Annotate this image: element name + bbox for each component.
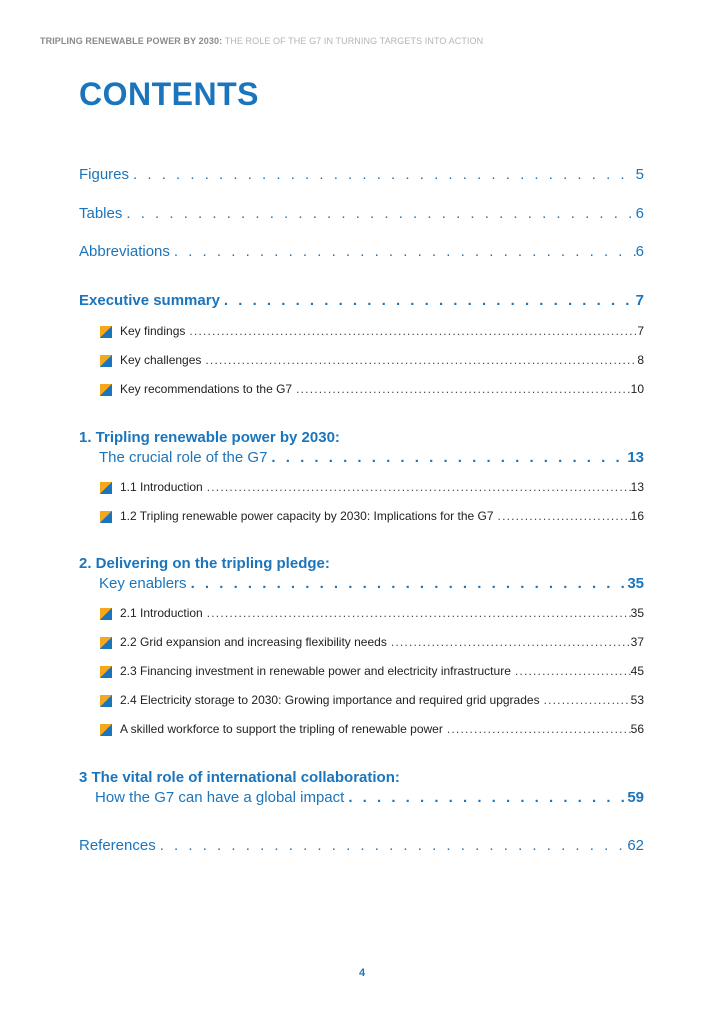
toc-page: 6 — [635, 205, 644, 222]
toc-page: 7 — [637, 324, 644, 338]
toc-page: 13 — [630, 480, 644, 494]
toc-label: The crucial role of the G7 — [99, 449, 268, 466]
toc-label: 1.2 Tripling renewable power capacity by 2030: Implications for the G7 — [120, 509, 494, 523]
leader-dots — [511, 664, 631, 678]
header-rest: THE ROLE OF THE G7 IN TURNING TARGETS INTO ACTION — [224, 36, 484, 46]
leader-dots — [267, 449, 627, 466]
toc-label: 2.3 Financing investment in renewable power and electricity infrastructure — [120, 664, 511, 678]
leader-dots — [187, 575, 628, 592]
toc-entry-abbreviations[interactable] — [79, 243, 644, 260]
leader-dots — [344, 789, 627, 806]
bullet-square-icon — [100, 511, 112, 523]
toc-entry-key-findings[interactable] — [100, 324, 644, 338]
toc-page: 6 — [635, 243, 644, 260]
toc-entry-section-2[interactable] — [99, 575, 644, 592]
toc-label: Tables — [79, 205, 123, 222]
toc-page: 56 — [630, 722, 644, 736]
toc-page: 35 — [630, 606, 644, 620]
bullet-square-icon — [100, 384, 112, 396]
leader-dots — [156, 837, 628, 854]
toc-label: Executive summary — [79, 292, 220, 309]
toc-label: Key challenges — [120, 353, 202, 367]
toc-entry-figures[interactable] — [79, 166, 644, 183]
toc-entry-2-5[interactable] — [100, 722, 644, 736]
toc-entry-2-4[interactable] — [100, 693, 644, 707]
toc-label: Key enablers — [99, 575, 187, 592]
toc-page: 16 — [630, 509, 644, 523]
toc-label: How the G7 can have a global impact — [95, 789, 345, 806]
leader-dots — [292, 382, 631, 396]
toc-page: 10 — [630, 382, 644, 396]
bullet-square-icon — [100, 724, 112, 736]
toc-entry-executive-summary[interactable] — [79, 292, 644, 309]
bullet-square-icon — [100, 326, 112, 338]
toc-entry-1-2[interactable] — [100, 509, 644, 523]
page-title: CONTENTS — [79, 76, 259, 112]
toc-label: 2.2 Grid expansion and increasing flexibility needs — [120, 635, 387, 649]
leader-dots — [220, 292, 636, 309]
running-header — [40, 36, 483, 46]
toc-label: Key findings — [120, 324, 186, 338]
toc-entry-2-2[interactable] — [100, 635, 644, 649]
section-2-heading: 2. Delivering on the tripling pledge: — [79, 555, 330, 572]
leader-dots — [203, 480, 631, 494]
toc-page: 7 — [635, 292, 644, 309]
toc-label: Key recommendations to the G7 — [120, 382, 293, 396]
toc-page: 59 — [627, 789, 644, 806]
toc-entry-section-1[interactable] — [99, 449, 644, 466]
toc-entry-tables[interactable] — [79, 205, 644, 222]
toc-page: 8 — [637, 353, 644, 367]
toc-entry-references[interactable] — [79, 837, 644, 854]
toc-label: Abbreviations — [79, 243, 170, 260]
toc-label: Figures — [79, 166, 130, 183]
toc-page: 45 — [630, 664, 644, 678]
leader-dots — [203, 606, 631, 620]
toc-entry-key-challenges[interactable] — [100, 353, 644, 367]
toc-entry-2-1[interactable] — [100, 606, 644, 620]
leader-dots — [201, 353, 637, 367]
leader-dots — [129, 166, 636, 183]
page-number: 4 — [358, 967, 366, 979]
bullet-square-icon — [100, 666, 112, 678]
section-1-heading: 1. Tripling renewable power by 2030: — [79, 429, 340, 446]
toc-label: 2.4 Electricity storage to 2030: Growing importance and required grid upgrades — [120, 693, 540, 707]
toc-page: 13 — [627, 449, 644, 466]
toc-page: 37 — [630, 635, 644, 649]
section-3-heading: 3 The vital role of international collaboration: — [79, 769, 400, 786]
bullet-square-icon — [100, 695, 112, 707]
toc-label: References — [79, 837, 156, 854]
toc-entry-1-1[interactable] — [100, 480, 644, 494]
bullet-square-icon — [100, 637, 112, 649]
leader-dots — [170, 243, 636, 260]
header-bold: TRIPLING RENEWABLE POWER BY 2030: — [40, 36, 223, 46]
toc-page: 35 — [627, 575, 644, 592]
toc-label: 2.1 Introduction — [120, 606, 203, 620]
leader-dots — [494, 509, 631, 523]
leader-dots — [185, 324, 637, 338]
bullet-square-icon — [100, 482, 112, 494]
toc-page: 62 — [627, 837, 644, 854]
leader-dots — [122, 205, 635, 222]
toc-page: 5 — [635, 166, 644, 183]
toc-entry-2-3[interactable] — [100, 664, 644, 678]
toc-label: 1.1 Introduction — [120, 480, 203, 494]
leader-dots — [540, 693, 631, 707]
toc-entry-section-3[interactable] — [95, 789, 644, 806]
leader-dots — [443, 722, 631, 736]
toc-label: A skilled workforce to support the tripling of renewable power — [120, 722, 443, 736]
bullet-square-icon — [100, 608, 112, 620]
toc-page: 53 — [630, 693, 644, 707]
leader-dots — [387, 635, 631, 649]
toc-entry-key-recommendations[interactable] — [100, 382, 644, 396]
bullet-square-icon — [100, 355, 112, 367]
